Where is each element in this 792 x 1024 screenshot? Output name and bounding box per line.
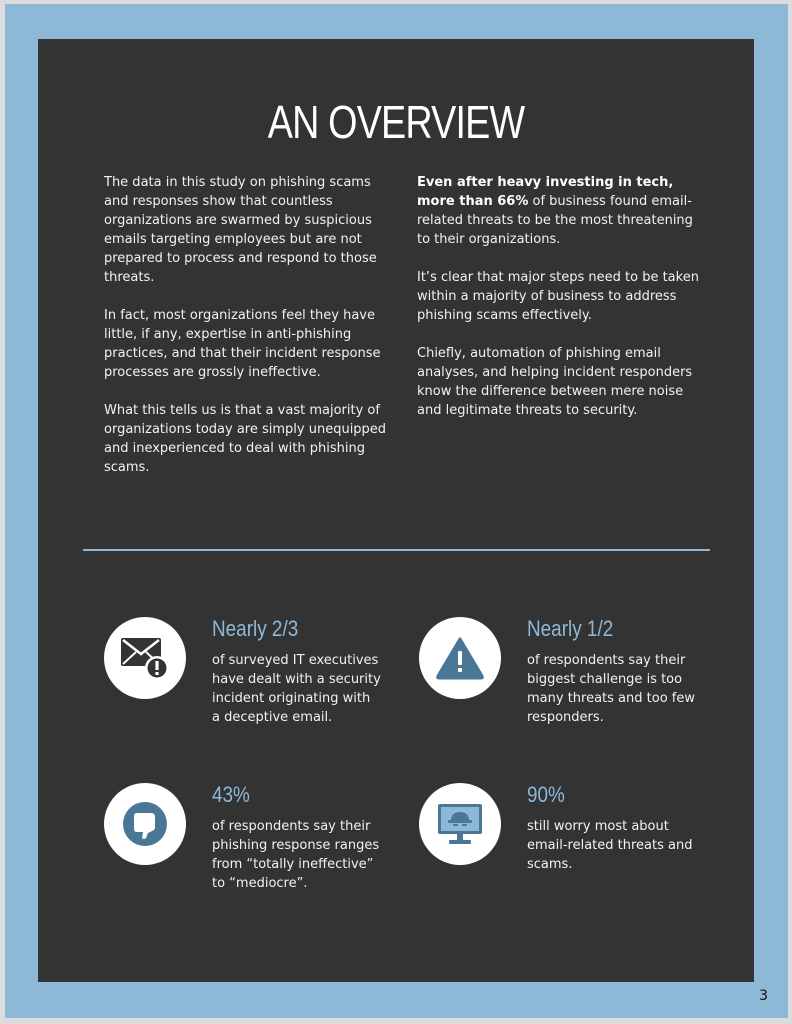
stat-description: of respondents say their phishing response ranges from “totally ineffective” to “mediocre”. [212,819,380,891]
stat-block [419,783,719,923]
right-column [417,173,707,439]
right-paragraph-1 [417,173,707,249]
stat-headline: Nearly 1/2 [527,616,614,641]
stat-description: still worry most about email-related threats and scams. [527,819,693,872]
stat-headline: 43% [212,782,250,807]
left-paragraph-3: What this tells us is that a vast majority of organizations today are simply unequipped and inexperienced to deal with phishing scams. [104,403,387,475]
page-title: AN OVERVIEW [267,96,525,148]
stat-headline: 90% [527,782,565,807]
lead-text: of business found email-related threats to be the most threatening to their organizations. [417,194,693,247]
warning-triangle-icon [419,617,501,699]
page-number: 3 [759,988,768,1004]
hacker-monitor-icon [419,783,501,865]
stat-block [419,617,719,757]
left-paragraph-1: The data in this study on phishing scams and responses show that countless organizations are swarmed by suspicious emails targeting employees but are not prepared to process and respond to those threats. [104,175,377,285]
left-column [104,173,394,496]
email-warning-icon [104,617,186,699]
stat-block [104,783,404,923]
stat-headline: Nearly 2/3 [212,616,299,641]
stat-description: of respondents say their biggest challenge is too many threats and too few responders. [527,653,695,725]
left-paragraph-2: In fact, most organizations feel they have little, if any, expertise in anti-phishing practices, and that their incident response processes are grossly ineffective. [104,308,381,380]
content-panel [38,39,754,982]
stat-block [104,617,404,757]
section-divider [83,549,710,551]
thumbs-down-icon [104,783,186,865]
right-paragraph-2: It’s clear that major steps need to be taken within a majority of business to address phishing scams effectively. [417,270,699,323]
right-paragraph-3: Chiefly, automation of phishing email analyses, and helping incident responders know the difference between mere noise and legitimate threats to security. [417,346,693,418]
stat-description: of surveyed IT executives have dealt with a security incident originating with a deceptive email. [212,653,381,725]
lead-bold-text: Even after heavy investing in tech, more than 66% [417,175,674,209]
